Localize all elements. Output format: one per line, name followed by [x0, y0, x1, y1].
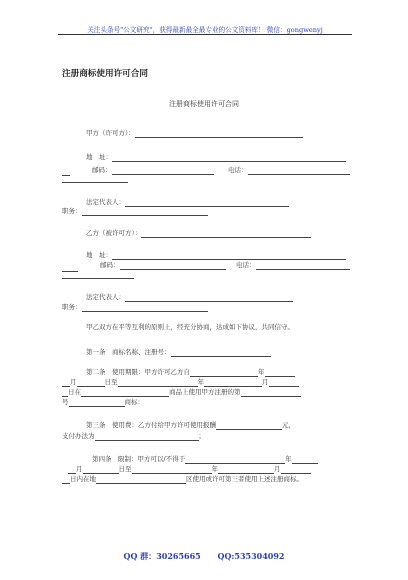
- party-a-label: 甲方（许可方）：: [86, 129, 135, 137]
- article-4-start-day-field[interactable]: [83, 466, 119, 474]
- party-b-phone-label: 电话：: [236, 261, 256, 269]
- footer-qq: QQ:535304092: [217, 551, 285, 561]
- article-4-start-month-field[interactable]: [292, 456, 318, 464]
- article-3-yuan-label: 元，: [282, 421, 295, 429]
- party-b-postcode-line: [100, 261, 226, 270]
- party-b-rep-label: 法定代表人：: [86, 293, 125, 301]
- party-a-phone-tail: [62, 182, 128, 183]
- article-4-month-label-2: 月: [274, 465, 281, 473]
- article-4-end-day-field[interactable]: [281, 466, 311, 474]
- article-2-goods-label: 商品上使用甲方注册的第: [169, 388, 241, 396]
- party-a-rep-line: [86, 198, 289, 207]
- party-b-position-field[interactable]: [82, 304, 208, 312]
- article-2-month-lead[interactable]: [62, 379, 70, 387]
- article-4-year-label: 年: [285, 455, 292, 463]
- article-4-region-field[interactable]: [96, 476, 186, 484]
- party-a-line: [86, 129, 303, 138]
- party-b-postcode-field[interactable]: [120, 262, 226, 270]
- article-2-line-1: [86, 368, 295, 377]
- party-a-address-label: 地 址：: [86, 153, 112, 161]
- article-3-line-1: [86, 421, 295, 430]
- article-4-month-label: 月: [76, 465, 83, 473]
- article-1-field[interactable]: [171, 349, 271, 357]
- article-2-no-label: 号: [62, 398, 69, 406]
- article-4-rest-text: 区使用或许可第三者使用上述注册商标。: [186, 475, 303, 483]
- article-4-region-label: 日内在地: [70, 475, 96, 483]
- party-a-position-field[interactable]: [82, 208, 208, 216]
- party-b-line: [86, 229, 311, 238]
- article-2-goods-field[interactable]: [81, 389, 169, 397]
- party-a-position-line: [62, 207, 208, 216]
- article-2-year-label-2: 年: [197, 378, 204, 386]
- article-4-year-label-2: 年: [211, 465, 218, 473]
- party-b-label: 乙方（被许可方）：: [86, 229, 142, 237]
- party-b-postcode-label: 邮码：: [100, 261, 120, 269]
- footer-qq-group: QQ 群：30265665: [123, 551, 201, 561]
- article-2-start-year-field[interactable]: [190, 369, 258, 377]
- article-4-day-lead[interactable]: [62, 476, 70, 484]
- article-4-line-2: [68, 465, 311, 474]
- article-3-pay-label: 支付办法为: [62, 432, 95, 440]
- article-2-end-day-field[interactable]: [269, 379, 299, 387]
- article-4-end-month-field[interactable]: [218, 466, 274, 474]
- header-divider: [58, 34, 352, 35]
- article-3-line-2: [62, 432, 205, 441]
- party-b-rep-field[interactable]: [125, 294, 293, 302]
- party-a-phone-line: [228, 166, 350, 175]
- article-2-dayin-label: 日在: [68, 388, 81, 396]
- article-2-mark-field[interactable]: [69, 399, 125, 407]
- party-a-postcode-label: 邮码：: [92, 166, 112, 174]
- document-heading: 注册商标使用许可合同: [62, 69, 148, 79]
- article-3-text: 第三条 使用费：乙方付给甲方许可使用报酬: [86, 421, 216, 429]
- party-a-postcode-field[interactable]: [112, 167, 214, 175]
- header-banner: 关注头条号"公文研究"，获得最新最全最专业的公文资料库！ 微信：gongwenyj: [87, 26, 323, 34]
- party-a-position-label: 职务：: [62, 207, 82, 215]
- article-2-start-day-field[interactable]: [77, 379, 105, 387]
- article-3-fee-field[interactable]: [216, 422, 282, 430]
- article-2-year-label: 年: [258, 368, 265, 376]
- party-b-phone-tail: [62, 278, 134, 279]
- party-a-rep-field[interactable]: [125, 199, 289, 207]
- article-2-trademark-label: 商标：: [124, 398, 144, 406]
- article-2-line-4: [62, 398, 144, 407]
- article-2-line-2: [62, 378, 299, 387]
- article-2-reg-no-field[interactable]: [241, 389, 301, 397]
- party-a-phone-field[interactable]: [248, 167, 350, 175]
- article-4-line-1: [92, 455, 318, 464]
- party-b-address-field[interactable]: [112, 252, 346, 260]
- article-4-start-year-field[interactable]: [185, 456, 285, 464]
- contract-title: 注册商标使用许可合同: [169, 100, 239, 108]
- article-4-line-3: [62, 475, 303, 484]
- party-a-postcode-line: [92, 166, 214, 175]
- article-1-line: [86, 348, 271, 357]
- article-2-line-3: [62, 388, 301, 397]
- article-3-end: ；: [198, 432, 205, 440]
- party-a-address-field[interactable]: [112, 154, 346, 162]
- party-b-phone-field[interactable]: [256, 262, 350, 270]
- article-1-label: 第一条 商标名称、注册号：: [86, 348, 171, 356]
- article-2-month-label-2: 月: [262, 378, 269, 386]
- article-2-month-label: 月: [70, 378, 77, 386]
- party-b-name-field[interactable]: [141, 230, 311, 238]
- article-4-text: 第四条 限制：甲方可以/不得于: [92, 455, 186, 463]
- party-b-address-line: [86, 251, 346, 260]
- party-b-position-line: [62, 303, 208, 312]
- article-2-end-year-field[interactable]: [118, 379, 198, 387]
- article-4-end-year-field[interactable]: [132, 466, 212, 474]
- footer-contact: [0, 551, 408, 562]
- article-4-month-lead[interactable]: [68, 466, 76, 474]
- article-2-text: 第二条 使用期限：甲方许可乙方自: [86, 368, 190, 376]
- party-b-position-label: 职务：: [62, 303, 82, 311]
- article-2-dayto-label: 日至: [104, 378, 118, 386]
- party-a-rep-label: 法定代表人：: [86, 198, 125, 206]
- article-4-dayto-label: 日至: [118, 465, 132, 473]
- party-a-name-field[interactable]: [135, 130, 303, 138]
- party-b-rep-line: [86, 293, 293, 302]
- party-b-phone-line: [236, 261, 350, 270]
- party-a-address-tail: [62, 175, 70, 176]
- party-a-phone-label: 电话：: [228, 166, 248, 174]
- intro-paragraph: 甲乙双方在平等互利的原则上，经充分协商，达成如下协议，共同信守。: [86, 323, 294, 331]
- party-a-address-line: [86, 153, 346, 162]
- article-2-end-month-field[interactable]: [204, 379, 262, 387]
- article-3-pay-field[interactable]: [95, 433, 199, 441]
- article-2-start-month-field[interactable]: [265, 369, 295, 377]
- party-b-address-label: 地 址：: [86, 251, 112, 259]
- party-b-address-tail: [62, 271, 78, 272]
